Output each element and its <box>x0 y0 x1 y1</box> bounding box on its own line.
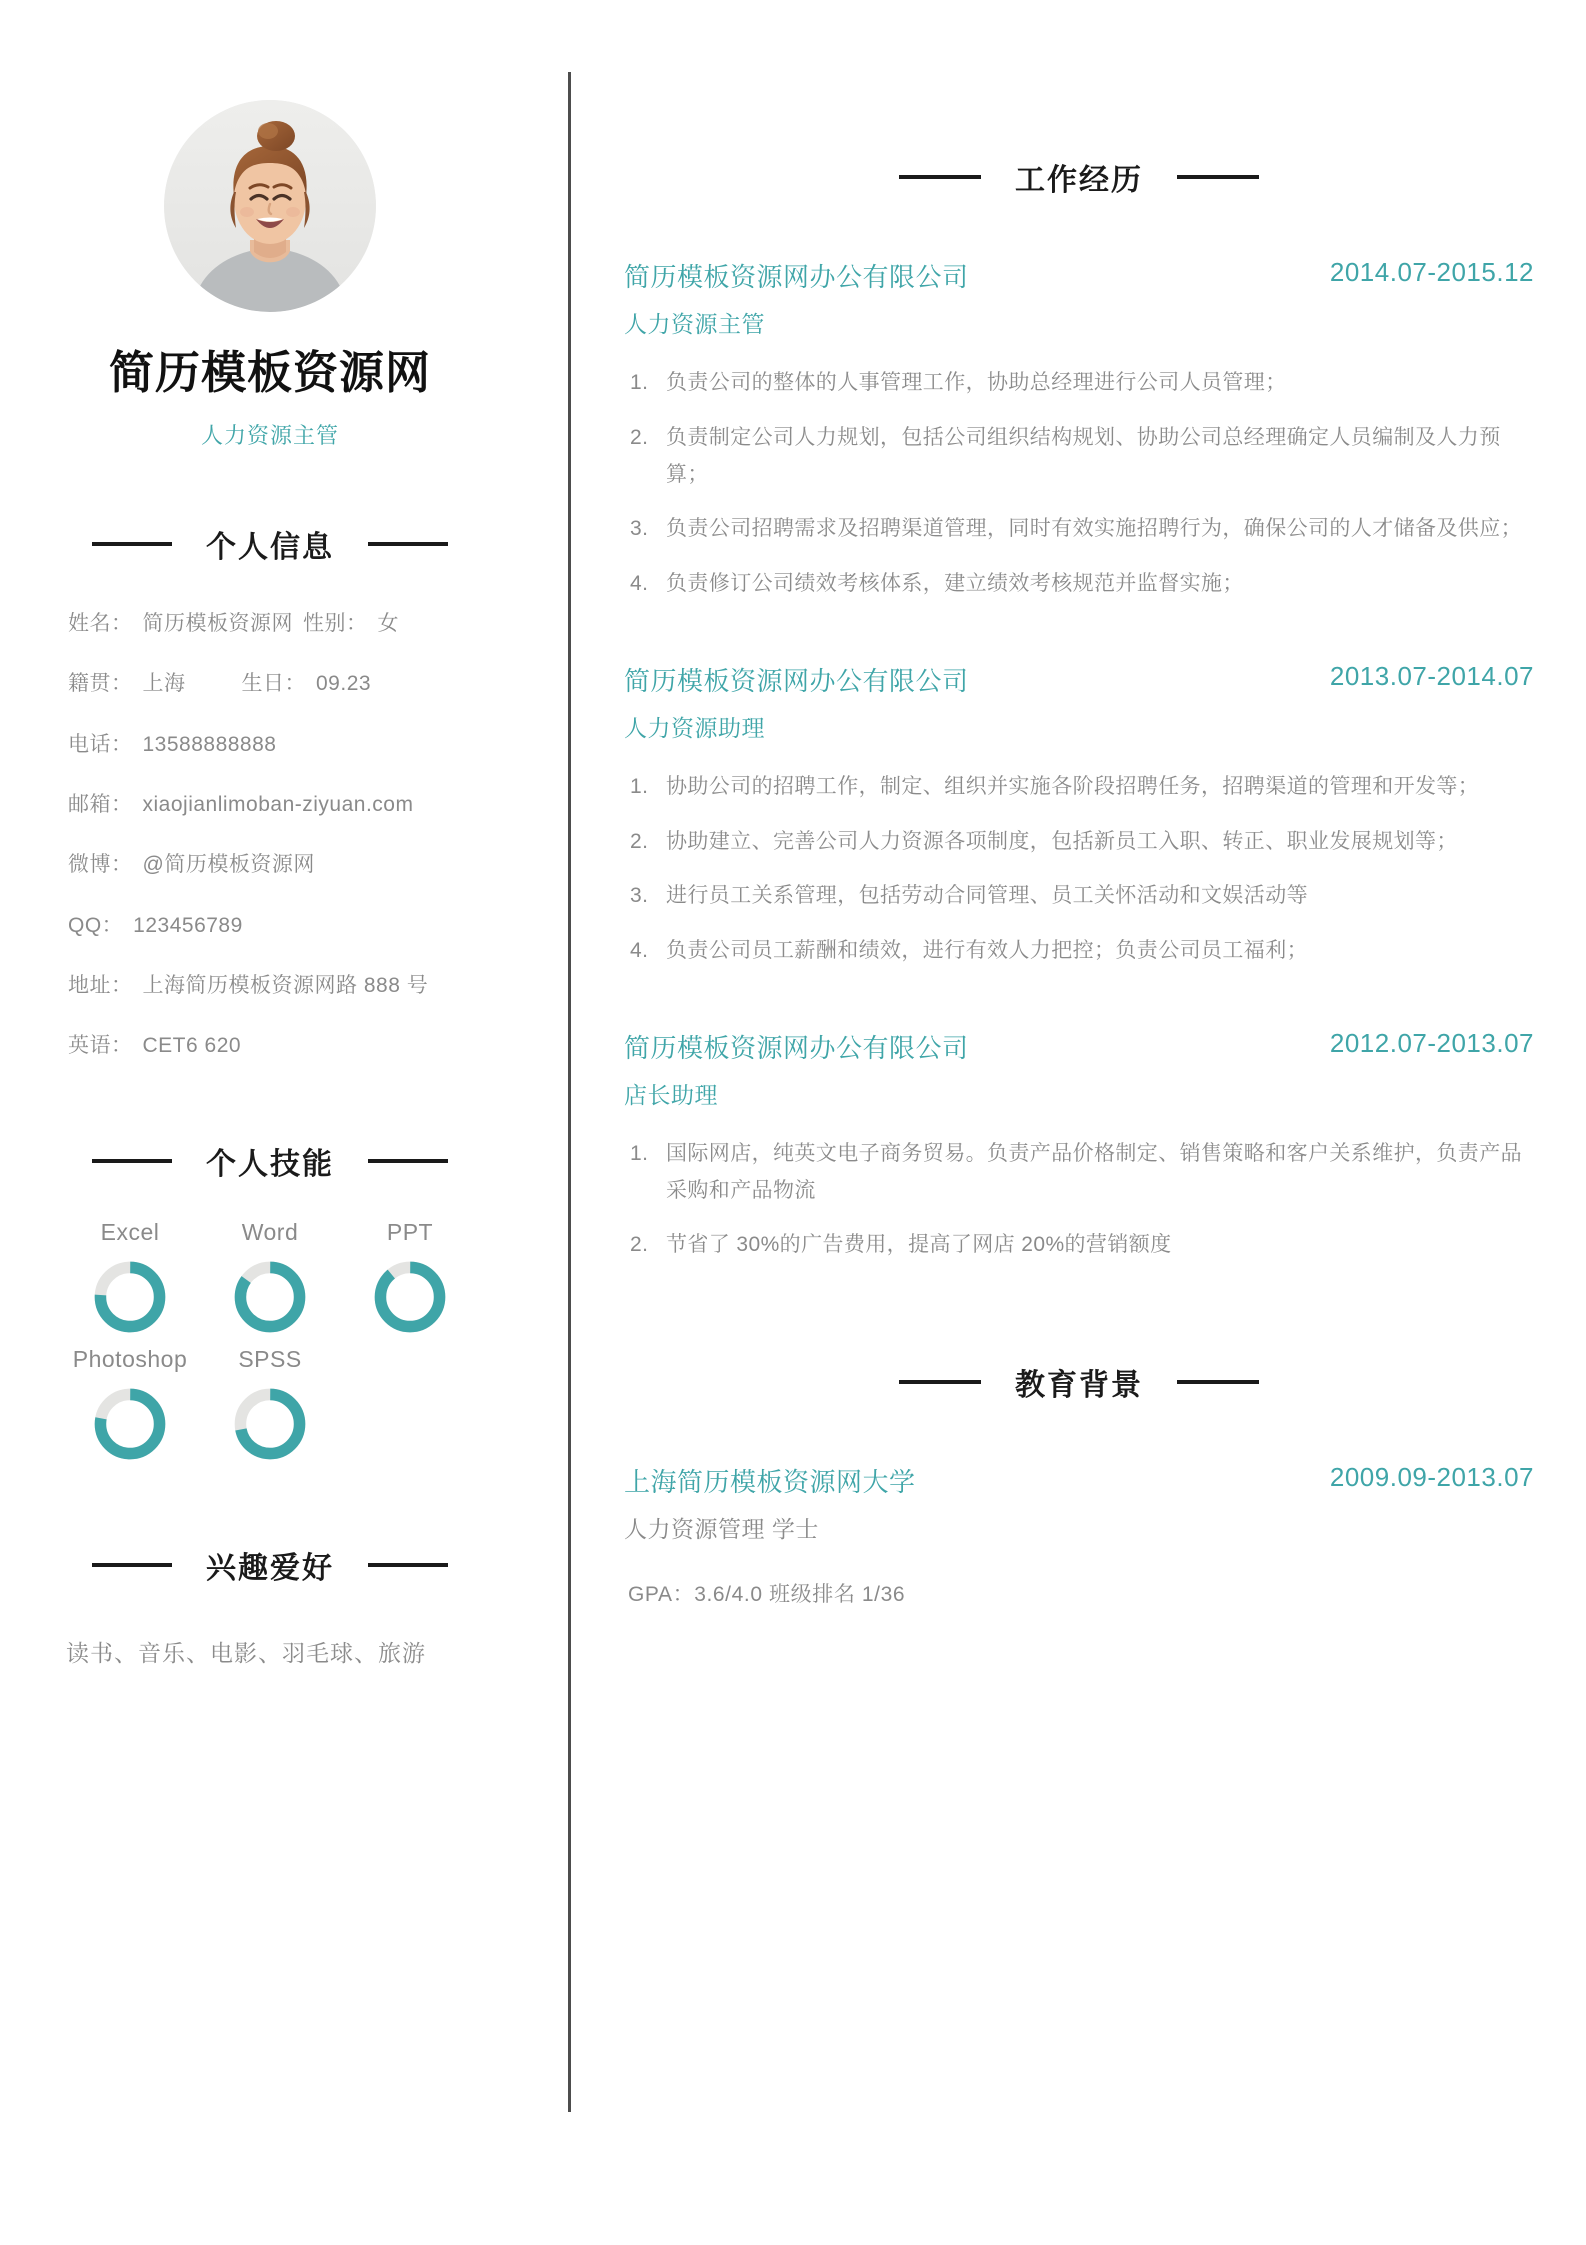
bullet-text: 负责修订公司绩效考核体系，建立绩效考核规范并监督实施； <box>666 572 1244 595</box>
skill-item-excel <box>60 1219 200 1336</box>
heading-rule-right-icon <box>1177 175 1259 179</box>
info-row-english <box>68 1032 480 1060</box>
list-item <box>630 824 1534 861</box>
bullet-number: 3. <box>630 517 649 541</box>
info-value-2: 女 <box>377 612 399 635</box>
heading-rule-left-icon <box>899 175 981 179</box>
bullet-text: 国际网店，纯英文电子商务贸易。负责产品价格制定、销售策略和客户关系维护，负责产品采购和产品物流 <box>666 1141 1522 1202</box>
work-entry-header <box>624 661 1534 698</box>
page-title: 简历模板资源网 <box>108 347 431 398</box>
bullet-text: 负责公司员工薪酬和绩效，进行有效人力把控；负责公司员工福利； <box>666 939 1308 962</box>
heading-rule-left-icon <box>92 1563 172 1567</box>
info-label: QQ： <box>68 913 124 937</box>
work-entry <box>624 1028 1534 1264</box>
section-heading-label: 教育背景 <box>1015 1369 1143 1402</box>
section-heading-label: 工作经历 <box>1015 164 1143 197</box>
education-gpa-rank: GPA：3.6/4.0 班级排名 1/36 <box>628 1583 906 1606</box>
info-label: 邮箱： <box>68 793 133 817</box>
list-item <box>630 1136 1534 1210</box>
heading-rule-right-icon <box>368 1563 448 1567</box>
list-item <box>630 566 1534 603</box>
bullet-text: 负责公司的整体的人事管理工作，协助总经理进行公司人员管理； <box>666 371 1287 394</box>
work-entry-header <box>624 257 1534 294</box>
bullet-text: 负责制定公司人力规划，包括公司组织结构规划、协助公司总经理确定人员编制及人力预算； <box>666 425 1501 486</box>
skill-label: SPSS <box>238 1345 302 1372</box>
heading-rule-right-icon <box>1177 1380 1259 1384</box>
skill-label: Photoshop <box>72 1345 188 1372</box>
info-value: CET6 620 <box>142 1034 242 1058</box>
heading-rule-left-icon <box>92 1159 172 1163</box>
skill-donut-chart <box>91 1258 169 1336</box>
skill-donut-chart <box>231 1258 309 1336</box>
bullet-text: 节省了 30%的广告费用，提高了网店 20%的营销额度 <box>666 1233 1172 1257</box>
info-label: 微博： <box>68 853 133 877</box>
education-major-degree: 人力资源管理 学士 <box>624 1516 819 1542</box>
info-row-qq <box>68 912 480 940</box>
bullet-number: 2. <box>630 829 649 853</box>
skill-donut-chart <box>231 1385 309 1463</box>
list-item <box>630 933 1534 970</box>
info-label: 电话： <box>68 732 133 756</box>
skill-item-word <box>200 1219 340 1336</box>
personal-info-heading <box>60 522 480 566</box>
section-heading-label: 个人信息 <box>206 531 334 564</box>
info-value: 上海简历模板资源网路 888 号 <box>142 974 429 998</box>
work-entry <box>624 257 1534 603</box>
bullet-number: 1. <box>630 371 649 394</box>
education-entry <box>624 1462 1534 1608</box>
education-school-name: 上海简历模板资源网大学 <box>624 1467 916 1497</box>
skill-label: Excel <box>100 1218 160 1245</box>
info-row-email <box>68 791 480 819</box>
list-item <box>630 420 1534 494</box>
work-company-name: 简历模板资源网办公有限公司 <box>624 665 969 696</box>
skills-section <box>0 1139 540 1463</box>
heading-rule-left-icon <box>92 542 172 546</box>
work-date-range: 2013.07-2014.07 <box>1329 660 1534 691</box>
work-date-range: 2014.07-2015.12 <box>1329 257 1534 287</box>
education-heading <box>624 1360 1534 1404</box>
list-item <box>630 365 1534 402</box>
work-job-title: 店长助理 <box>624 1081 718 1108</box>
info-value: @简历模板资源网 <box>142 853 315 877</box>
work-experience-heading <box>624 155 1534 199</box>
info-value: 13588888888 <box>142 732 277 756</box>
education-date-range: 2009.09-2013.07 <box>1329 1462 1534 1492</box>
info-value: xiaojianlimoban-ziyuan.com <box>142 793 414 817</box>
info-row-weibo <box>68 851 480 879</box>
hobbies-heading <box>60 1543 480 1587</box>
personal-info-list <box>60 610 480 1061</box>
heading-rule-left-icon <box>899 1380 981 1384</box>
bullet-number: 4. <box>630 939 649 962</box>
info-value: 简历模板资源网 <box>142 612 293 635</box>
skill-donut-chart <box>371 1258 449 1336</box>
right-column <box>568 0 1586 1608</box>
skill-item-photoshop <box>60 1346 200 1463</box>
bullet-number: 2. <box>630 425 649 449</box>
info-value: 上海 <box>142 672 186 696</box>
list-item <box>630 1227 1534 1264</box>
work-job-title: 人力资源主管 <box>624 311 765 337</box>
personal-info-section <box>0 522 540 1061</box>
work-job-title: 人力资源助理 <box>624 714 765 741</box>
info-label-2: 生日： <box>241 672 306 696</box>
section-heading-label: 兴趣爱好 <box>206 1551 334 1585</box>
hobbies-text: 读书、音乐、电影、羽毛球、旅游 <box>66 1639 426 1666</box>
bullet-text: 协助建立、完善公司人力资源各项制度，包括新员工入职、转正、职业发展规划等； <box>666 829 1458 853</box>
info-label: 姓名： <box>68 612 133 635</box>
info-label: 地址： <box>68 974 133 998</box>
bullet-number: 3. <box>630 884 649 908</box>
work-bullet-list <box>624 365 1534 603</box>
info-label-2: 性别： <box>303 612 368 635</box>
skills-heading <box>60 1139 480 1183</box>
bullet-text: 协助公司的招聘工作，制定、组织并实施各阶段招聘任务，招聘渠道的管理和开发等； <box>666 774 1480 798</box>
list-item <box>630 769 1534 806</box>
skill-item-empty <box>340 1346 480 1463</box>
bullet-text: 进行员工关系管理，包括劳动合同管理、员工关怀活动和文娱活动等 <box>666 884 1308 908</box>
skill-item-spss <box>200 1346 340 1463</box>
heading-rule-right-icon <box>368 542 448 546</box>
skills-grid <box>60 1219 480 1463</box>
skill-label: PPT <box>386 1218 434 1245</box>
work-entry-header <box>624 1028 1534 1065</box>
info-label: 英语： <box>68 1034 133 1058</box>
bullet-number: 1. <box>630 1141 649 1165</box>
heading-rule-right-icon <box>368 1159 448 1163</box>
info-row-name <box>68 610 480 638</box>
info-row-phone <box>68 731 480 759</box>
bullet-text: 负责公司招聘需求及招聘渠道管理，同时有效实施招聘行为，确保公司的人才储备及供应； <box>666 517 1522 541</box>
left-column <box>0 0 540 1668</box>
work-bullet-list <box>624 769 1534 970</box>
info-value-2: 09.23 <box>316 672 372 696</box>
profile-subtitle: 人力资源主管 <box>200 423 339 448</box>
bullet-number: 1. <box>630 774 649 798</box>
list-item <box>630 878 1534 915</box>
skill-donut-chart <box>91 1385 169 1463</box>
info-value: 123456789 <box>133 913 243 937</box>
skill-item-ppt <box>340 1219 480 1336</box>
section-heading-label: 个人技能 <box>206 1147 334 1181</box>
info-row-hometown <box>68 670 480 698</box>
education-entry-header <box>624 1462 1534 1499</box>
info-row-address <box>68 972 480 1000</box>
work-date-range: 2012.07-2013.07 <box>1329 1027 1534 1058</box>
bullet-number: 2. <box>630 1233 649 1257</box>
avatar <box>164 100 376 312</box>
hobbies-section <box>0 1543 540 1668</box>
work-company-name: 简历模板资源网办公有限公司 <box>624 262 969 292</box>
list-item <box>630 511 1534 548</box>
skill-label: Word <box>241 1218 299 1245</box>
work-bullet-list <box>624 1136 1534 1264</box>
work-entry <box>624 661 1534 970</box>
bullet-number: 4. <box>630 572 649 595</box>
education-section <box>624 1360 1534 1608</box>
info-label: 籍贯： <box>68 672 133 696</box>
work-company-name: 简历模板资源网办公有限公司 <box>624 1032 969 1063</box>
